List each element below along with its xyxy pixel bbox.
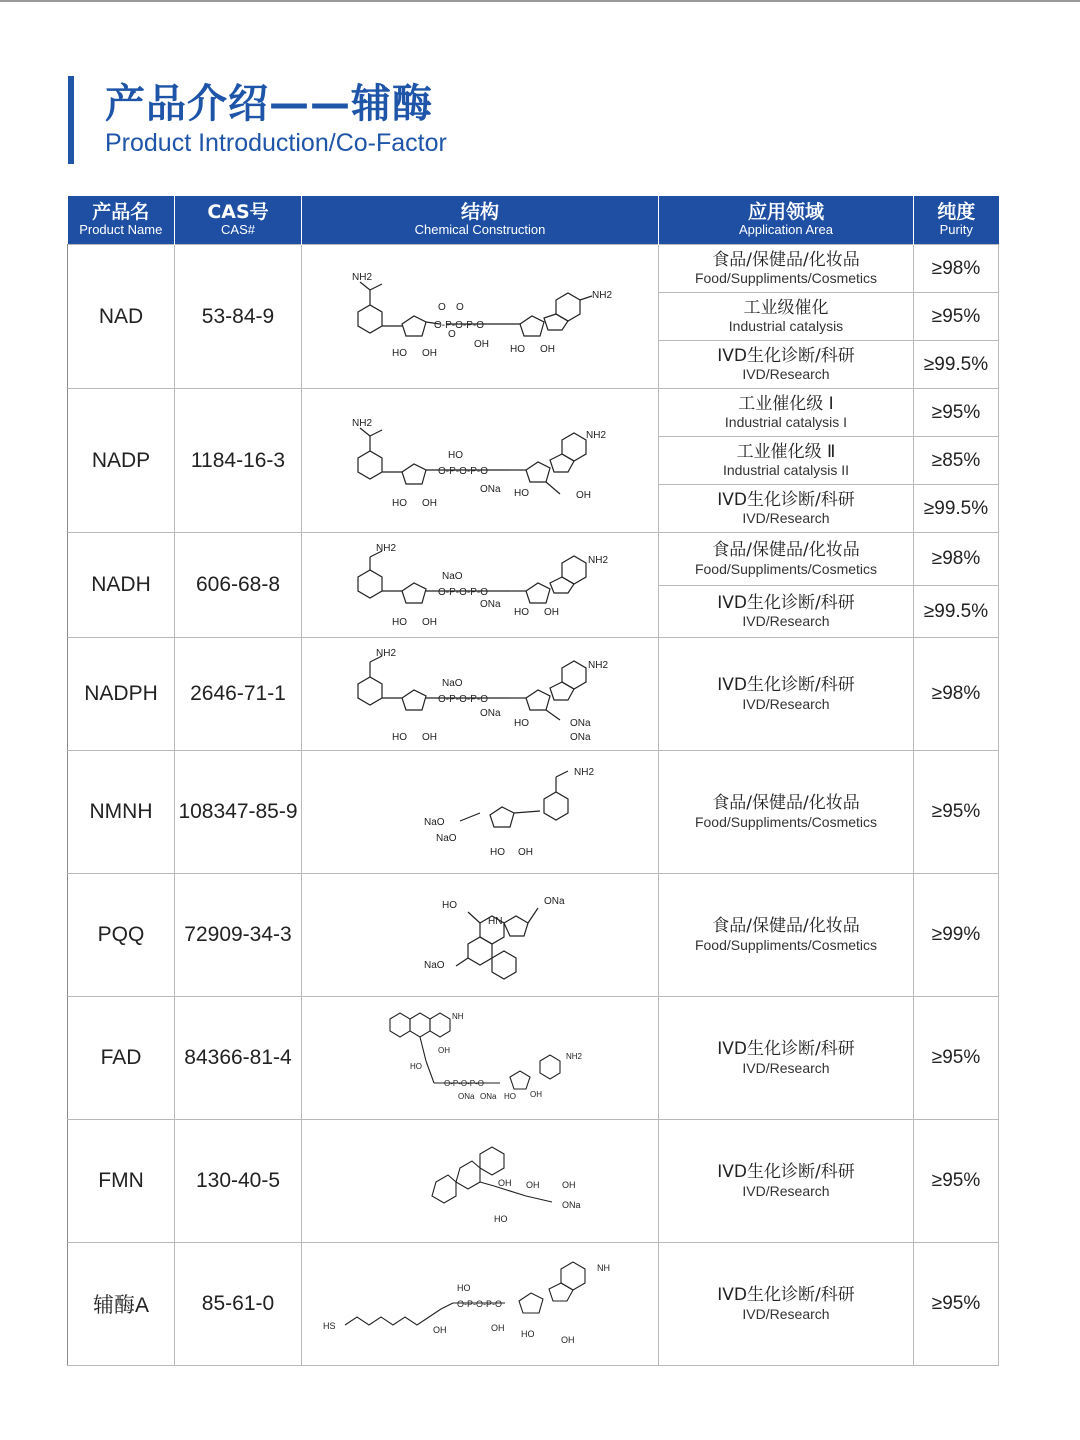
- header-structure: 结构 Chemical Construction: [302, 196, 659, 245]
- svg-text:OH: OH: [438, 1045, 450, 1055]
- purity-cell: ≥95%: [914, 1243, 999, 1366]
- svg-text:HO: HO: [392, 347, 407, 359]
- svg-text:OH: OH: [422, 732, 437, 743]
- nmnh-structure-image: [330, 755, 630, 870]
- svg-text:ONa: ONa: [570, 718, 591, 729]
- svg-text:HO: HO: [392, 732, 407, 743]
- svg-text:O-P-O-P-O: O-P-O-P-O: [438, 587, 488, 598]
- product-name: FMN: [68, 1120, 175, 1243]
- product-name: FAD: [68, 997, 175, 1120]
- structure-nadh: [302, 533, 659, 638]
- svg-text:ONa: ONa: [480, 599, 501, 610]
- structure-nad: [302, 245, 659, 389]
- page-subtitle: Product Introduction/Co-Factor: [105, 129, 447, 157]
- svg-text:HS: HS: [323, 1320, 336, 1331]
- application-cell: IVD生化诊断/科研 IVD/Research: [659, 638, 914, 751]
- svg-text:HO: HO: [490, 846, 505, 858]
- cas-number: 72909-34-3: [175, 874, 302, 997]
- purity-cell: ≥95%: [914, 1120, 999, 1243]
- application-cell: 食品/保健品/化妆品 Food/Suppliments/Cosmetics: [659, 751, 914, 874]
- application-cell: IVD生化诊断/科研 IVD/Research: [659, 485, 914, 533]
- pqq-structure-image: [330, 878, 630, 993]
- product-table: [67, 196, 999, 1366]
- svg-text:OH: OH: [530, 1089, 542, 1099]
- svg-text:NaO: NaO: [436, 832, 457, 844]
- application-cell: 工业级催化 Industrial catalysis: [659, 293, 914, 341]
- structure-fmn: [302, 1120, 659, 1243]
- svg-text:OH: OH: [422, 497, 437, 509]
- svg-text:NaO: NaO: [442, 678, 463, 689]
- svg-text:NH: NH: [452, 1011, 464, 1021]
- application-cell: 食品/保健品/化妆品 Food/Suppliments/Cosmetics: [659, 245, 914, 293]
- purity-cell: ≥98%: [914, 533, 999, 586]
- svg-text:OH: OH: [576, 489, 591, 501]
- svg-text:ONa: ONa: [480, 708, 501, 719]
- svg-text:NH2: NH2: [592, 289, 613, 301]
- table-row: [68, 1120, 999, 1243]
- svg-text:ONa: ONa: [458, 1091, 475, 1101]
- cas-number: 85-61-0: [175, 1243, 302, 1366]
- table-row: [68, 389, 999, 437]
- table-row: [68, 638, 999, 751]
- svg-text:HO: HO: [514, 718, 529, 729]
- svg-text:OH: OH: [474, 338, 489, 350]
- nadh-structure-image: [330, 535, 630, 635]
- svg-text:HO: HO: [514, 487, 529, 499]
- purity-cell: ≥95%: [914, 997, 999, 1120]
- svg-text:ONa: ONa: [562, 1199, 581, 1210]
- svg-text:HO: HO: [392, 497, 407, 509]
- application-cell: IVD生化诊断/科研 IVD/Research: [659, 1243, 914, 1366]
- svg-text:OH: OH: [422, 347, 437, 359]
- nadp-structure-image: [330, 396, 630, 526]
- svg-text:OH: OH: [526, 1179, 540, 1190]
- structure-nadp: [302, 389, 659, 533]
- svg-text:O-P-O-P-O: O-P-O-P-O: [438, 465, 488, 477]
- top-border: [0, 0, 1080, 2]
- purity-cell: ≥98%: [914, 638, 999, 751]
- table-row: [68, 997, 999, 1120]
- structure-pqq: [302, 874, 659, 997]
- svg-text:O-P-O-P-O: O-P-O-P-O: [438, 694, 488, 705]
- cas-number: 1184-16-3: [175, 389, 302, 533]
- title-accent-bar: [68, 76, 74, 164]
- cas-number: 2646-71-1: [175, 638, 302, 751]
- table-row: [68, 533, 999, 586]
- svg-text:OH: OH: [544, 607, 559, 618]
- application-cell: 工业催化级 Ⅱ Industrial catalysis II: [659, 437, 914, 485]
- nadph-structure-image: [330, 640, 630, 748]
- svg-text:HN: HN: [488, 915, 503, 927]
- application-cell: IVD生化诊断/科研 IVD/Research: [659, 586, 914, 638]
- structure-nmnh: [302, 751, 659, 874]
- svg-text:NH2: NH2: [586, 429, 607, 441]
- svg-text:HO: HO: [448, 449, 463, 461]
- page-title: 产品介绍——辅酶: [105, 81, 433, 127]
- application-cell: 工业催化级 Ⅰ Industrial catalysis I: [659, 389, 914, 437]
- svg-text:OH: OH: [422, 617, 437, 628]
- purity-cell: ≥98%: [914, 245, 999, 293]
- svg-text:NH2: NH2: [376, 543, 397, 554]
- header-application: 应用领域 Application Area: [659, 196, 914, 245]
- svg-text:NaO: NaO: [442, 571, 463, 582]
- cas-number: 130-40-5: [175, 1120, 302, 1243]
- application-cell: IVD生化诊断/科研 IVD/Research: [659, 997, 914, 1120]
- application-cell: IVD生化诊断/科研 IVD/Research: [659, 341, 914, 389]
- structure-fad: [302, 997, 659, 1120]
- svg-text:HO: HO: [442, 899, 457, 911]
- cas-number: 108347-85-9: [175, 751, 302, 874]
- purity-cell: ≥95%: [914, 751, 999, 874]
- svg-text:NaO: NaO: [424, 816, 445, 828]
- nad-structure-image: [330, 252, 630, 382]
- svg-text:O: O: [456, 301, 464, 313]
- purity-cell: ≥85%: [914, 437, 999, 485]
- svg-text:O-P-O-P-O: O-P-O-P-O: [444, 1078, 484, 1088]
- svg-text:NH2: NH2: [574, 766, 595, 778]
- table-header-row: [68, 196, 999, 245]
- purity-cell: ≥99.5%: [914, 586, 999, 638]
- purity-cell: ≥95%: [914, 293, 999, 341]
- purity-cell: ≥95%: [914, 389, 999, 437]
- svg-text:HO: HO: [504, 1091, 516, 1101]
- table-row: [68, 245, 999, 293]
- purity-cell: ≥99.5%: [914, 485, 999, 533]
- svg-text:HO: HO: [510, 343, 525, 355]
- purity-cell: ≥99%: [914, 874, 999, 997]
- product-name: PQQ: [68, 874, 175, 997]
- fmn-structure-image: [330, 1124, 630, 1239]
- product-name: NAD: [68, 245, 175, 389]
- table-row: [68, 874, 999, 997]
- svg-text:ONa: ONa: [570, 732, 591, 743]
- table-row: [68, 1243, 999, 1366]
- structure-coenzyme-a: [302, 1243, 659, 1366]
- svg-text:OH: OH: [561, 1334, 575, 1345]
- cas-number: 84366-81-4: [175, 997, 302, 1120]
- svg-text:ONa: ONa: [480, 1091, 497, 1101]
- svg-text:NH2: NH2: [352, 417, 373, 429]
- svg-text:HO: HO: [457, 1282, 471, 1293]
- svg-text:NH2: NH2: [588, 555, 609, 566]
- svg-text:NH: NH: [597, 1262, 610, 1273]
- application-cell: IVD生化诊断/科研 IVD/Research: [659, 1120, 914, 1243]
- svg-text:O-P-O-P-O: O-P-O-P-O: [434, 319, 484, 331]
- svg-text:O: O: [448, 328, 456, 340]
- svg-text:O-P-O-P-O: O-P-O-P-O: [457, 1298, 502, 1309]
- product-name: 辅酶A: [68, 1243, 175, 1366]
- svg-text:NH2: NH2: [566, 1051, 583, 1061]
- svg-text:OH: OH: [518, 846, 533, 858]
- cas-number: 53-84-9: [175, 245, 302, 389]
- svg-text:OH: OH: [433, 1324, 447, 1335]
- application-cell: 食品/保健品/化妆品 Food/Suppliments/Cosmetics: [659, 533, 914, 586]
- coa-structure-image: [315, 1247, 645, 1362]
- svg-text:NaO: NaO: [424, 959, 445, 971]
- svg-text:HO: HO: [392, 617, 407, 628]
- product-name: NADPH: [68, 638, 175, 751]
- svg-text:OH: OH: [562, 1179, 576, 1190]
- svg-text:O: O: [438, 301, 446, 313]
- svg-text:HO: HO: [521, 1328, 535, 1339]
- product-name: NADP: [68, 389, 175, 533]
- svg-text:OH: OH: [498, 1177, 512, 1188]
- header-product-name: 产品名 Product Name: [68, 196, 175, 245]
- svg-text:NH2: NH2: [588, 660, 609, 671]
- svg-text:HO: HO: [514, 607, 529, 618]
- svg-text:ONa: ONa: [544, 895, 565, 907]
- svg-text:ONa: ONa: [480, 483, 501, 495]
- svg-text:OH: OH: [491, 1322, 505, 1333]
- svg-text:NH2: NH2: [376, 648, 397, 659]
- table-row: [68, 751, 999, 874]
- header-cas: CAS号 CAS#: [175, 196, 302, 245]
- purity-cell: ≥99.5%: [914, 341, 999, 389]
- application-cell: 食品/保健品/化妆品 Food/Suppliments/Cosmetics: [659, 874, 914, 997]
- header-purity: 纯度 Purity: [914, 196, 999, 245]
- fad-structure-image: [330, 1001, 630, 1116]
- product-name: NMNH: [68, 751, 175, 874]
- structure-nadph: [302, 638, 659, 751]
- svg-text:HO: HO: [494, 1213, 508, 1224]
- svg-text:OH: OH: [540, 343, 555, 355]
- svg-text:HO: HO: [410, 1061, 422, 1071]
- cas-number: 606-68-8: [175, 533, 302, 638]
- svg-text:NH2: NH2: [352, 271, 373, 283]
- product-name: NADH: [68, 533, 175, 638]
